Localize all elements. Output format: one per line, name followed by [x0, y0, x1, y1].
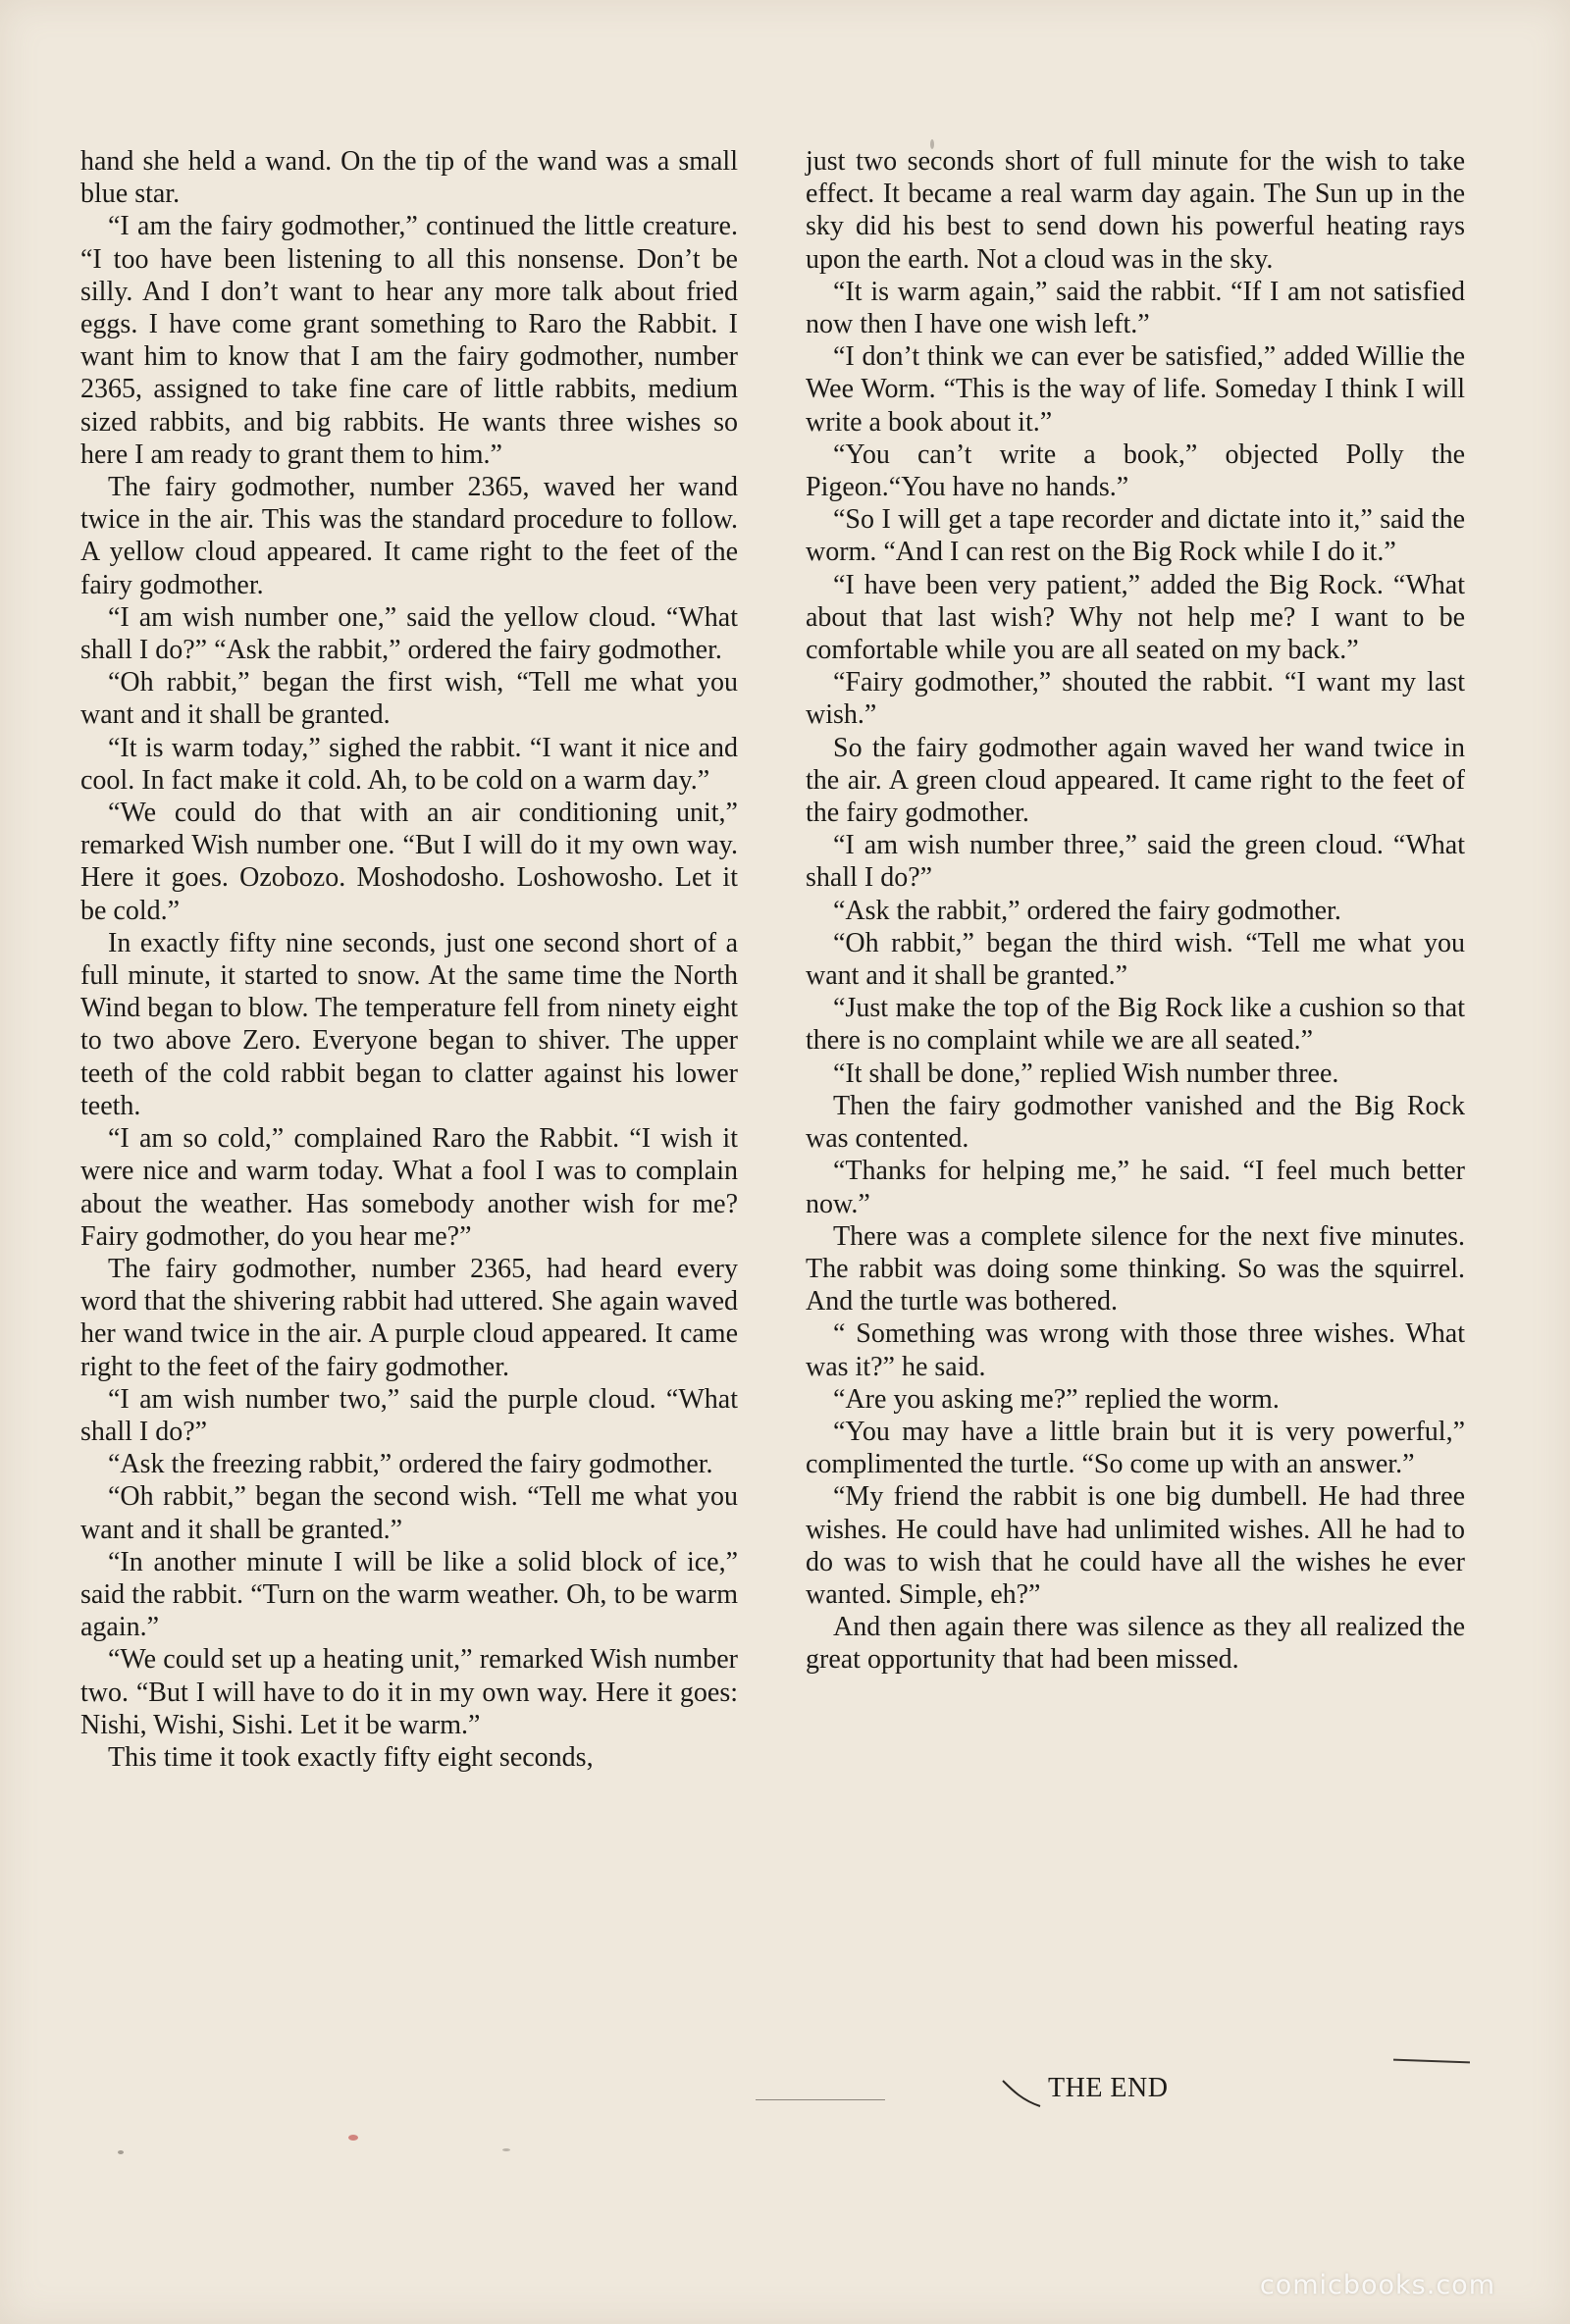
paragraph: “It is warm today,” sighed the rabbit. “I want it nice and cool. In fact make it cold. Ah, to be cold on a warm day.”	[80, 732, 738, 796]
paragraph: This time it took exactly fifty eight seconds,	[108, 1741, 594, 1773]
paragraph: “You may have a little brain but it is very powerful,” complimented the turtle. “So come up with an answer.”	[806, 1416, 1465, 1480]
paragraph: “Are you asking me?” replied the worm.	[833, 1383, 1280, 1415]
paragraph: So the fairy godmother again waved her wand twice in the air. A green cloud appeared. It came right to the feet of the fairy godmother.	[806, 732, 1465, 829]
paragraph: And then again there was silence as they all realized the great opportunity that had been missed.	[806, 1612, 1465, 1676]
the-end-label: THE END	[1048, 2073, 1169, 2103]
paragraph: The fairy godmother, number 2365, waved her wand twice in the air. This was the standard procedure to follow. A yellow cloud appeared. It came right to the feet of the fairy godmother.	[80, 472, 738, 600]
paragraph: “It shall be done,” replied Wish number three.	[833, 1058, 1339, 1089]
ink-speck	[348, 2135, 358, 2141]
paragraph: “I have been very patient,” added the Big Rock. “What about that last wish? Why not help me? I want to be comfortable while you are all seated on my back.”	[806, 569, 1465, 666]
right-column	[806, 145, 1465, 1677]
ink-speck	[118, 2150, 124, 2154]
paragraph: “Oh rabbit,” began the first wish, “Tell me what you want and it shall be granted.	[80, 667, 738, 731]
paragraph: “I am wish number three,” said the green cloud. “What shall I do?”	[806, 830, 1465, 894]
ink-speck	[930, 139, 934, 149]
paragraph: “You can’t write a book,” objected Polly the Pigeon.“You have no hands.”	[806, 439, 1465, 503]
paragraph: hand she held a wand. On the tip of the wand was a small blue star.	[80, 146, 738, 210]
paragraph: “We could do that with an air conditioning unit,” remarked Wish number one. “But I will do it my own way. Here it goes. Ozobozo. Moshodosho. Loshowosho. Let it be cold.”	[80, 798, 738, 926]
paragraph: “I am wish number two,” said the purple cloud. “What shall I do?”	[80, 1383, 738, 1447]
paragraph: “I am wish number one,” said the yellow cloud. “What shall I do?” “Ask the rabbit,” ordered the fairy godmother.	[80, 601, 738, 666]
paragraph: “Just make the top of the Big Rock like a cushion so that there is no complaint while we are all seated.”	[806, 993, 1465, 1057]
paragraph: In exactly fifty nine seconds, just one second short of a full minute, it started to snow. At the same time the North Wind began to blow. The temperature fell from ninety eight to two above Zero. Everyone began to shiver. The upper teeth of the cold rabbit began to clatter against his lower teeth.	[80, 927, 738, 1121]
paragraph: “ Something was wrong with those three wishes. What was it?” he said.	[806, 1318, 1465, 1382]
paragraph: “In another minute I will be like a solid block of ice,” said the rabbit. “Turn on the warm weather. Oh, to be warm again.”	[80, 1546, 738, 1643]
paragraph: “Oh rabbit,” began the second wish. “Tell me what you want and it shall be granted.”	[80, 1481, 738, 1545]
paragraph: “So I will get a tape recorder and dictate into it,” said the worm. “And I can rest on the Big Rock while I do it.”	[806, 504, 1465, 568]
watermark: comicbooks.com	[1259, 2270, 1495, 2300]
paragraph: Then the fairy godmother vanished and the Big Rock was contented.	[806, 1090, 1465, 1155]
paragraph: “I don’t think we can ever be satisfied,” added Willie the Wee Worm. “This is the way of life. Someday I think I will write a book about it.”	[806, 341, 1465, 438]
left-column	[80, 145, 738, 1774]
paragraph: just two seconds short of full minute for the wish to take effect. It became a real warm day again. The Sun up in the sky did his best to send down his powerful heating rays upon the earth. Not a cloud was in the sky.	[806, 146, 1465, 275]
ink-speck	[502, 2148, 510, 2151]
end-rule-left	[756, 2099, 885, 2100]
paragraph: “Fairy godmother,” shouted the rabbit. “I want my last wish.”	[806, 667, 1465, 731]
end-rule-right	[1393, 2059, 1470, 2064]
paragraph: “Oh rabbit,” began the third wish. “Tell me what you want and it shall be granted.”	[806, 927, 1465, 992]
paragraph: “I am the fairy godmother,” continued the little creature. “I too have been listening to all this nonsense. Don’t be silly. And I don’t want to hear any more talk about fried eggs. I have come grant something to Raro the Rabbit. I want him to know that I am the fairy godmother, number 2365, assigned to take fine care of little rabbits, medium sized rabbits, and big rabbits. He wants three wishes so here I am ready to grant them to him.”	[80, 211, 738, 470]
paragraph: “It is warm again,” said the rabbit. “If I am not satisfied now then I have one wish left.”	[806, 276, 1465, 340]
paragraph: “My friend the rabbit is one big dumbell. He had three wishes. He could have had unlimited wishes. All he had to do was to wish that he could have all the wishes he ever wanted. Simple, eh?”	[806, 1481, 1465, 1610]
the-end-marker	[1001, 2073, 1295, 2132]
paragraph: “I am so cold,” complained Raro the Rabbit. “I wish it were nice and warm today. What a fool I was to complain about the weather. Has somebody another wish for me? Fairy godmother, do you hear me?”	[80, 1123, 738, 1252]
paragraph: “We could set up a heating unit,” remarked Wish number two. “But I will have to do it in my own way. Here it goes: Nishi, Wishi, Sishi. Let it be warm.”	[80, 1644, 738, 1740]
end-flourish-icon	[1001, 2073, 1050, 2112]
paragraph: “Ask the rabbit,” ordered the fairy godmother.	[833, 895, 1341, 926]
paragraph: “Thanks for helping me,” he said. “I feel much better now.”	[806, 1156, 1465, 1219]
paragraph: The fairy godmother, number 2365, had heard every word that the shivering rabbit had uttered. She again waved her wand twice in the air. A purple cloud appeared. It came right to the feet of the fairy godmother.	[80, 1253, 738, 1382]
paragraph: “Ask the freezing rabbit,” ordered the fairy godmother.	[108, 1449, 713, 1480]
paragraph: There was a complete silence for the next five minutes. The rabbit was doing some thinking. So was the squirrel. And the turtle was bothered.	[806, 1220, 1465, 1317]
